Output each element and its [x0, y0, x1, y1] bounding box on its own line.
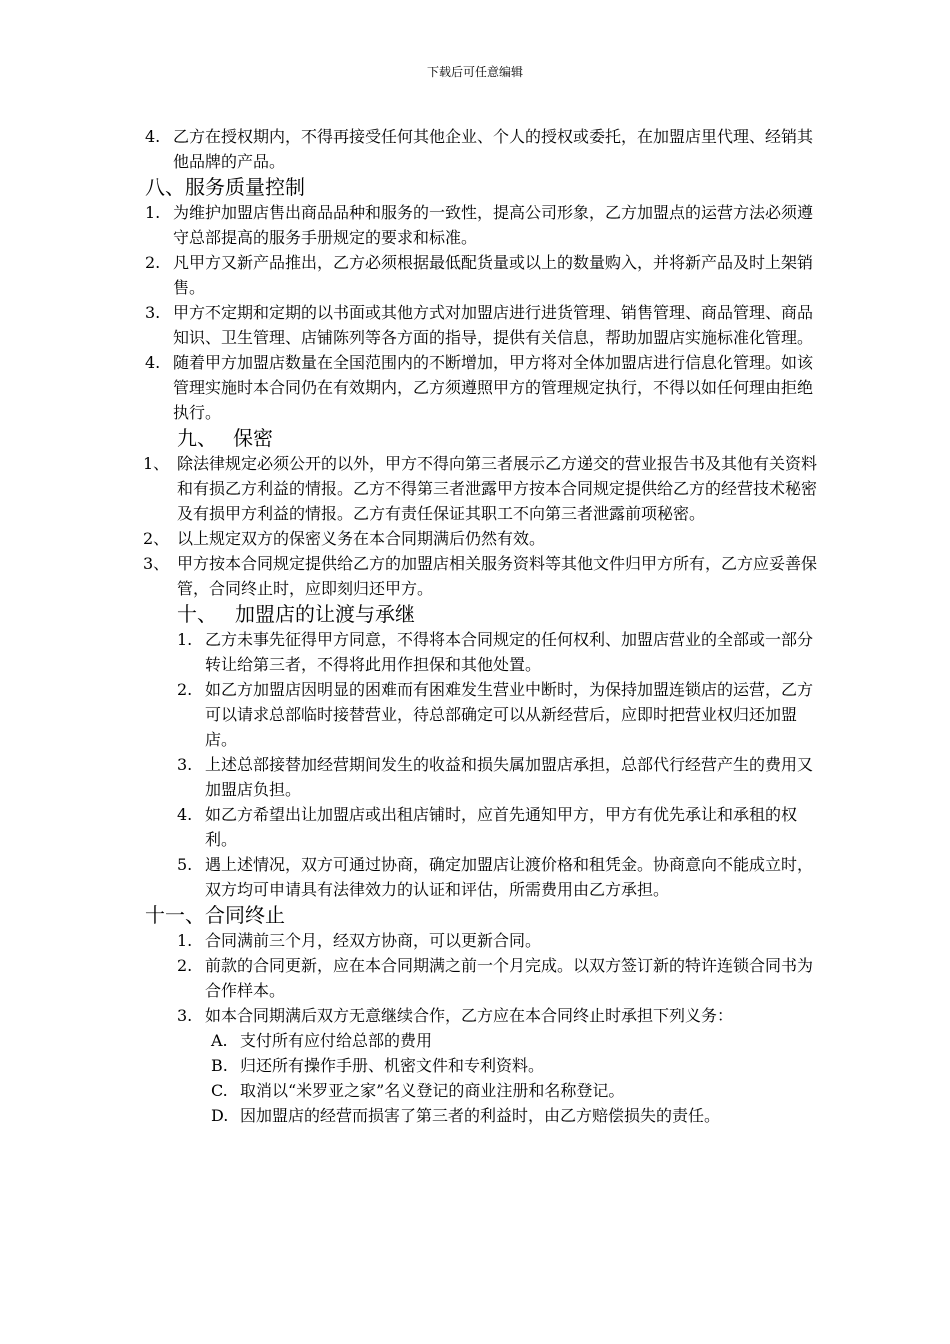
list-item-number: 3. — [177, 1006, 193, 1025]
list-item-number: 2. — [177, 680, 193, 699]
list-item-text: 支付所有应付给总部的费用 — [240, 1031, 433, 1050]
list-item-number: 1. — [177, 630, 193, 649]
page-header: 下载后可任意编辑 — [426, 65, 523, 79]
section-heading — [143, 902, 823, 928]
section-heading — [143, 425, 823, 451]
section-title: 保密 — [233, 426, 273, 450]
list-item — [143, 451, 823, 526]
list-item — [143, 300, 823, 350]
list-item-number: 1、 — [143, 454, 170, 473]
list-item — [143, 953, 823, 1003]
section-heading — [143, 174, 823, 200]
list-item-text: 甲方不定期和定期的以书面或其他方式对加盟店进行进货管理、销售管理、商品管理、商品知识、卫生管理、店铺陈列等各方面的指导，提供有关信息，帮助加盟店实施标准化管理。 — [173, 303, 814, 347]
section-title: 八、服务质量控制 — [145, 175, 305, 199]
list-item-number: A. — [211, 1031, 228, 1050]
list-item-text: 甲方按本合同规定提供给乙方的加盟店相关服务资料等其他文件归甲方所有，乙方应妥善保管，合同终止时，应即刻归还甲方。 — [177, 554, 818, 598]
list-item — [143, 526, 823, 551]
list-item — [143, 1003, 823, 1028]
document-body — [143, 124, 823, 1128]
list-item — [143, 350, 823, 425]
list-item-text: 为维护加盟店售出商品品种和服务的一致性，提高公司形象，乙方加盟点的运营方法必须遵守总部提高的服务手册规定的要求和标准。 — [173, 203, 814, 247]
list-item-text: 归还所有操作手册、机密文件和专利资料。 — [240, 1056, 545, 1075]
list-item-number: B. — [211, 1056, 228, 1075]
list-item-number: 3、 — [143, 554, 170, 573]
list-item-text: 凡甲方又新产品推出，乙方必须根据最低配货量或以上的数量购入，并将新产品及时上架销售。 — [173, 253, 814, 297]
section-number: 十、 — [177, 602, 217, 626]
list-item-number: 2、 — [143, 529, 170, 548]
list-item — [143, 1103, 823, 1128]
list-item — [143, 1053, 823, 1078]
list-item-number: 1. — [145, 203, 161, 222]
list-item — [143, 802, 823, 852]
list-item-number: C. — [211, 1081, 228, 1100]
list-item-text: 乙方在授权期内，不得再接受任何其他企业、个人的授权或委托，在加盟店里代理、经销其他品牌的产品。 — [173, 127, 814, 171]
list-item-text: 以上规定双方的保密义务在本合同期满后仍然有效。 — [177, 529, 546, 548]
list-item-number: 4. — [145, 353, 161, 372]
list-item — [143, 124, 823, 174]
list-item-number: 1. — [177, 931, 193, 950]
list-item-number: 4. — [145, 127, 161, 146]
list-item — [143, 928, 823, 953]
section-heading — [143, 601, 823, 627]
list-item-text: 因加盟店的经营而损害了第三者的利益时，由乙方赔偿损失的责任。 — [240, 1106, 721, 1125]
list-item-text: 取消以“米罗亚之家”名义登记的商业注册和名称登记。 — [240, 1081, 625, 1100]
list-item-text: 如本合同期满后双方无意继续合作，乙方应在本合同终止时承担下列义务： — [205, 1006, 734, 1025]
section-number: 九、 — [177, 426, 217, 450]
list-item — [143, 200, 823, 250]
list-item-text: 如乙方加盟店因明显的困难而有困难发生营业中断时，为保持加盟连锁店的运营，乙方可以请求总部临时接替营业，待总部确定可以从新经营后，应即时把营业权归还加盟店。 — [205, 680, 814, 749]
list-item — [143, 852, 823, 902]
list-item-text: 上述总部接替加经营期间发生的收益和损失属加盟店承担，总部代行经营产生的费用又加盟店负担。 — [205, 755, 814, 799]
list-item — [143, 677, 823, 752]
list-item — [143, 1028, 823, 1053]
list-item-number: 3. — [177, 755, 193, 774]
list-item-text: 除法律规定必须公开的以外，甲方不得向第三者展示乙方递交的营业报告书及其他有关资料和有损乙方利益的情报。乙方不得第三者泄露甲方按本合同规定提供给乙方的经营技术秘密及有损甲方利益的情报。乙方有责任保证其职工不向第三者泄露前项秘密。 — [177, 454, 818, 523]
list-item — [143, 551, 823, 601]
section-title: 十一、合同终止 — [145, 903, 285, 927]
list-item — [143, 752, 823, 802]
list-item-text: 如乙方希望出让加盟店或出租店铺时，应首先通知甲方，甲方有优先承让和承租的权利。 — [205, 805, 798, 849]
list-item-text: 乙方未事先征得甲方同意，不得将本合同规定的任何权利、加盟店营业的全部或一部分转让给第三者，不得将此用作担保和其他处置。 — [205, 630, 814, 674]
list-item — [143, 1078, 823, 1103]
list-item-number: D. — [211, 1106, 229, 1125]
list-item-number: 4. — [177, 805, 193, 824]
list-item-text: 遇上述情况，双方可通过协商，确定加盟店让渡价格和租凭金。协商意向不能成立时，双方均可申请具有法律效力的认证和评估，所需费用由乙方承担。 — [205, 855, 814, 899]
list-item-number: 2. — [145, 253, 161, 272]
list-item — [143, 250, 823, 300]
list-item — [143, 627, 823, 677]
list-item-number: 2. — [177, 956, 193, 975]
list-item-number: 5. — [177, 855, 193, 874]
list-item-text: 前款的合同更新，应在本合同期满之前一个月完成。以双方签订新的特许连锁合同书为合作样本。 — [205, 956, 814, 1000]
list-item-number: 3. — [145, 303, 161, 322]
list-item-text: 随着甲方加盟店数量在全国范围内的不断增加，甲方将对全体加盟店进行信息化管理。如该管理实施时本合同仍在有效期内，乙方须遵照甲方的管理规定执行，不得以如任何理由拒绝执行。 — [173, 353, 814, 422]
section-title: 加盟店的让渡与承继 — [235, 602, 415, 626]
list-item-text: 合同满前三个月，经双方协商，可以更新合同。 — [205, 931, 542, 950]
